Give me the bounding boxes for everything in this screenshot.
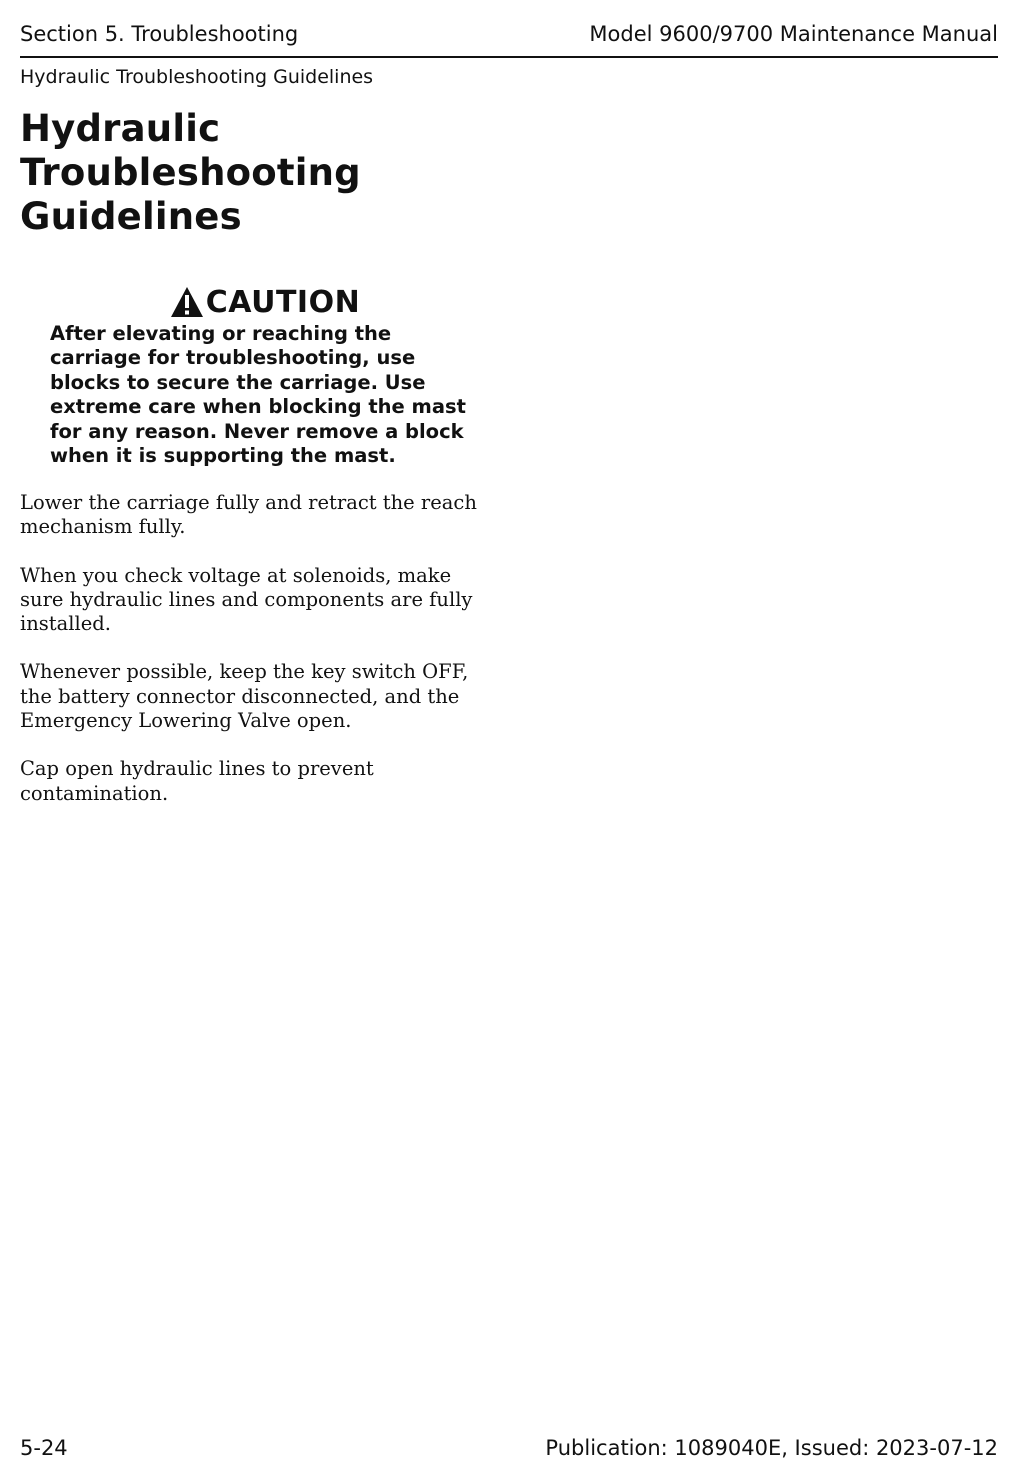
caution-text: After elevating or reaching the carriage for troubleshooting, use blocks to secure the carriage. Use extreme care when blocking the mast for any reason. Never remove a block when it is supporting the mast. (50, 322, 466, 468)
paragraph-cap-lines: Cap open hydraulic lines to prevent contamination. (20, 757, 374, 805)
page-title (20, 107, 500, 239)
paragraph-lower-carriage: Lower the carriage fully and retract the reach mechanism fully. (20, 491, 477, 539)
page-title-line-1: Hydraulic (20, 107, 221, 150)
page-title-line-3: Guidelines (20, 195, 242, 238)
paragraph-key-switch: Whenever possible, keep the key switch OFF, the battery connector disconnected, and the Emergency Lowering Valve open. (20, 660, 469, 733)
page-header (20, 20, 998, 58)
caution-notice (20, 282, 480, 468)
footer-page-number: 5-24 (20, 1436, 68, 1460)
header-section-title: Section 5. Troubleshooting (20, 22, 299, 46)
caution-heading (50, 282, 480, 322)
page-title-line-2: Troubleshooting (20, 151, 361, 194)
header-manual-title: Model 9600/9700 Maintenance Manual (589, 22, 998, 46)
running-subtitle: Hydraulic Troubleshooting Guidelines (20, 66, 374, 88)
body-text (20, 491, 485, 830)
paragraph-check-voltage: When you check voltage at solenoids, make sure hydraulic lines and components are fully installed. (20, 563, 473, 636)
warning-triangle-icon (170, 286, 204, 318)
footer-publication: Publication: 1089040E, Issued: 2023-07-12 (545, 1436, 998, 1460)
caution-label: CAUTION (205, 284, 361, 320)
